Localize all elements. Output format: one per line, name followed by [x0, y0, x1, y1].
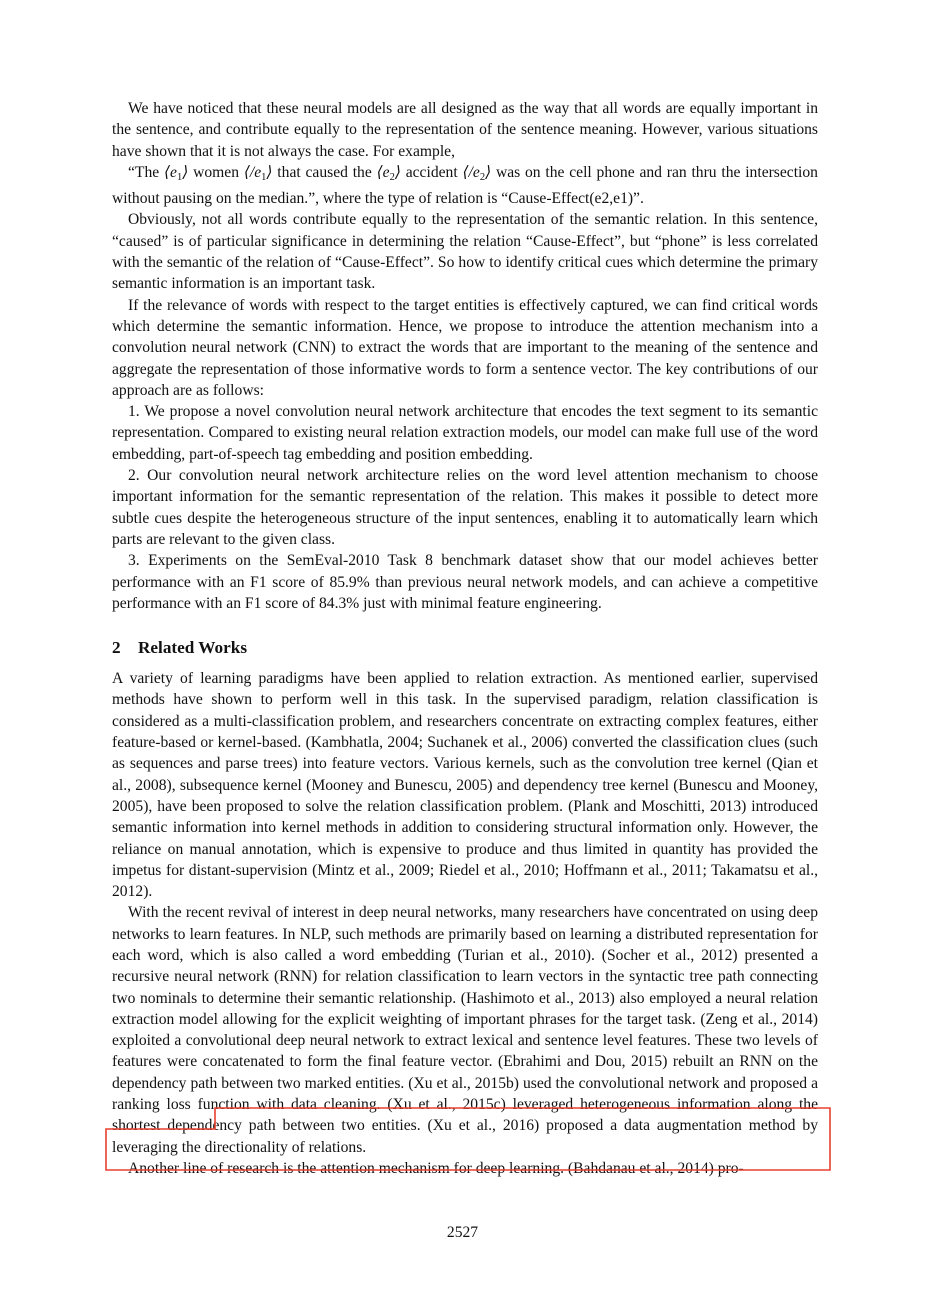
example-open-quote: “The [128, 163, 164, 181]
example-word-women: women [188, 163, 244, 181]
paragraph-deep-networks: With the recent revival of interest in deep neural networks, many researchers have concentrated on using deep networks to learn features. In NLP, such methods are primarily based on learning a distributed representation for each word, which is also called a word embedding (Turian et al., 2010). (Socher et al., 2012) presented a recursive neural network (RNN) for relation classification to learn vectors in the syntactic tree path connecting two nominals to determine their semantic relationship. (Hashimoto et al., 2013) also employed a neural relation extraction model allowing for the explicit weighting of important phrases for the target task. (Zeng et al., 2014) exploited a convolutional deep neural network to extract lexical and sentence level features. These two levels of features were concatenated to form the final feature vector. (Ebrahimi and Dou, 2015) rebuilt an RNN on the dependency path between two marked entities. (Xu et al., 2015b) used the convolutional network and proposed a ranking loss function with data cleaning. (Xu et al., 2015c) leveraged heterogeneous information along the shortest dependency path between two entities. (Xu et al., 2016) proposed a data augmentation method by leveraging the directionality of relations. [112, 904, 818, 1156]
paper-page-body [112, 98, 818, 1179]
entity1-close-tag: $⟨/e_1⟩$ [243, 163, 273, 183]
paragraph-motivation: Obviously, not all words contribute equally to the representation of the semantic relation. In this sentence, “caused” is of particular significance in determining the relation “Cause-Effect”, but “phone” is less correlated with the semantic of the relation of “Cause-Effect”. So how to identify critical cues which determine the primary semantic information is an important task. [112, 211, 818, 293]
entity2-close-tag: $⟨/e_2⟩$ [462, 163, 492, 183]
entity2-open-tag: $⟨e_2⟩$ [376, 163, 401, 183]
section-title: Related Works [138, 638, 248, 658]
paragraph-attention-mechanism: Another line of research is the attention mechanism for deep learning. (Bahdanau et al., 2014) pro- [128, 1159, 744, 1177]
paragraph-learning-paradigms: A variety of learning paradigms have been applied to relation extraction. As mentioned earlier, supervised methods have shown to perform well in this task. In the supervised paradigm, relation classification is considered as a multi-classification problem, and researchers concentrate on extracting complex features, either feature-based or kernel-based. (Kambhatla, 2004; Suchanek et al., 2006) converted the classification clues (such as sequences and parse trees) into feature vectors. Various kernels, such as the convolution tree kernel (Qian et al., 2008), subsequence kernel (Mooney and Bunescu, 2005) and dependency tree kernel (Bunescu and Mooney, 2005), have been proposed to solve the relation classification problem. (Plank and Moschitti, 2013) introduced semantic information into kernel methods in addition to considering structural information only. However, the reliance on manual annotation, which is expensive to produce and thus limited in quantity has provided the impetus for distant-supervision (Mintz et al., 2009; Riedel et al., 2010; Hoffmann et al., 2011; Takamatsu et al., 2012). [112, 670, 818, 901]
entity1-open-tag: $⟨e_1⟩$ [163, 163, 189, 183]
paragraph-intro: We have noticed that these neural models are all designed as the way that all words are equally important in the sentence, and contribute equally to the representation of the sentence meaning. However, various situations have shown that it is not always the case. For example, [112, 100, 818, 160]
example-sentence [112, 162, 818, 210]
example-middle-text: that caused the [272, 163, 377, 181]
contribution-item-1: 1. We propose a novel convolution neural network architecture that encodes the text segment to its semantic representation. Compared to existing neural relation extraction models, our model can make full use of the word embedding, part-of-speech tag embedding and position embedding. [112, 403, 818, 463]
paragraph-proposal: If the relevance of words with respect to the target entities is effectively captured, we can find critical words which determine the semantic information. Hence, we propose to introduce the attention mechanism into a convolution neural network (CNN) to extract the words that are important to the meaning of the sentence and aggregate the representation of those informative words to form a sentence vector. The key contributions of our approach are as follows: [112, 296, 818, 399]
contribution-item-3: 3. Experiments on the SemEval-2010 Task 8 benchmark dataset show that our model achieves better performance with an F1 score of 85.9% than previous neural network models, and can achieve a competitive performance with an F1 score of 84.3% just with minimal feature engineering. [112, 552, 818, 612]
example-rest-text: was on the cell phone and ran thru the intersection without pausing on the median.”, where the type of relation is “Cause-Effect(e2,e1)”. [112, 163, 818, 208]
example-word-accident: accident [400, 163, 463, 181]
page-number: 2527 [446, 1224, 479, 1241]
contribution-item-2: 2. Our convolution neural network architecture relies on the word level attention mechanism to choose important information for the semantic representation of the relation. This makes it possible to detect more subtle cues despite the heterogeneous structure of the input sentences, enabling it to automatically learn which parts are relevant to the given class. [112, 467, 818, 548]
section-heading-related-works [112, 637, 818, 659]
section-number: 2 [112, 638, 121, 658]
